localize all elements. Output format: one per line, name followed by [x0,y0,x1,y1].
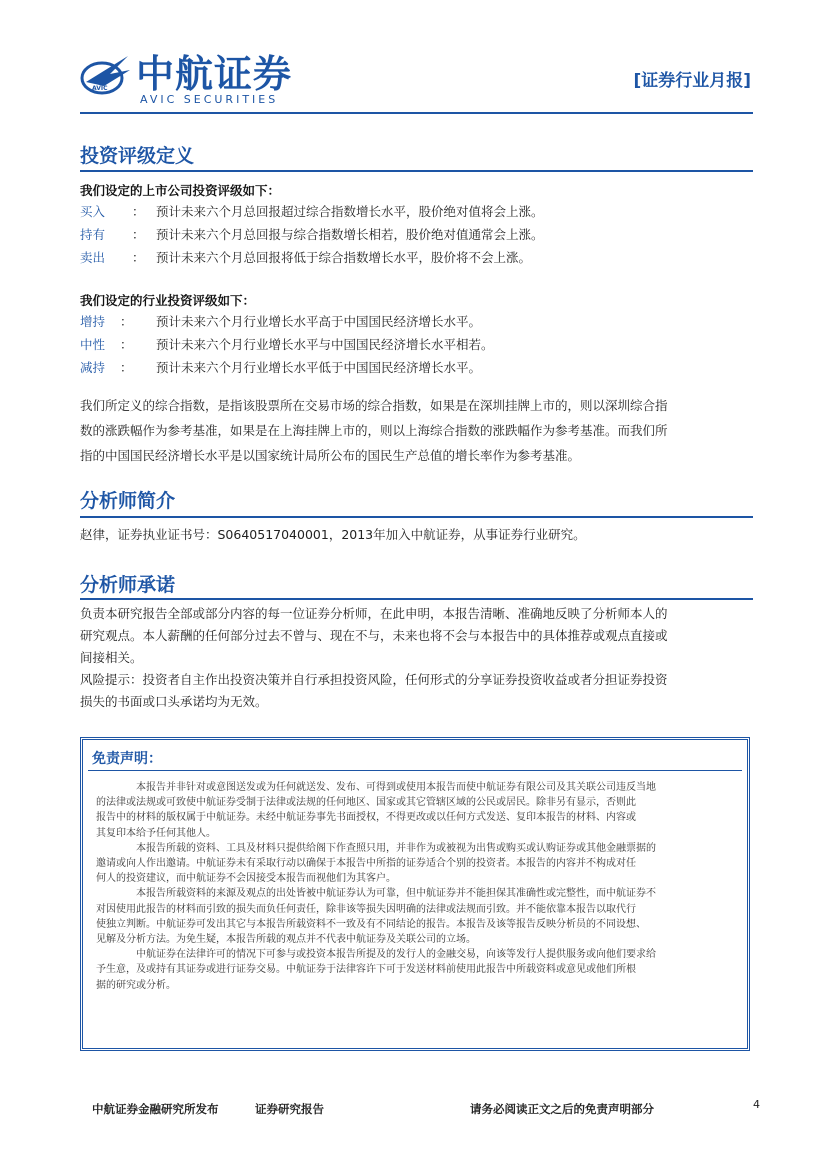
commitment-paragraph [80,603,756,713]
index-definition-paragraph [80,393,756,468]
rating-label: 中性 [80,337,106,352]
rating-description: 预计未来六个月总回报与综合指数增长相若，股价绝对值通常会上涨。 [156,227,544,242]
brand-name-cn: 中航证券 [136,52,293,96]
disclaimer-title: 免责声明： [92,751,162,767]
analyst-section-title: 分析师简介 [80,490,176,512]
rating-description: 预计未来六个月行业增长水平与中国国民经济增长水平相若。 [156,337,494,352]
rating-label: 持有 [80,227,106,242]
rating-description: 预计未来六个月总回报将低于综合指数增长水平，股价将不会上涨。 [156,250,532,265]
paragraph-line: 负责本研究报告全部或部分内容的每一位证券分析师，在此申明，本报告清晰、准确地反映了分析师本人的 [80,606,668,621]
disclaimer-line: 见解及分析方法。为免生疑，本报告所载的观点并不代表中航证券及关联公司的立场。 [96,934,476,946]
avic-logo [80,52,136,100]
rating-description: 预计未来六个月总回报超过综合指数增长水平，股价绝对值将会上涨。 [156,204,544,219]
disclaimer-line: 使独立判断。中航证券可发出其它与本报告所载资料不一致及有不同结论的报告。本报告及该等报告反映分析员的不同设想、 [96,918,646,930]
rating-colon: ： [132,250,145,265]
disclaimer-line: 何人的投资建议，而中航证券不会因接受本报告而视他们为其客户。 [96,873,396,885]
rating-colon: ： [120,360,133,375]
disclaimer-line: 邀请或向人作出邀请。中航证券未有采取行动以确保于本报告中所指的证券适合个别的投资者。本报告的内容并不构成对任 [96,858,636,870]
paragraph-line: 指的中国国民经济增长水平是以国家统计局所公布的国民生产总值的增长率作为参考基准。 [80,448,581,463]
rating-label: 卖出 [80,250,106,265]
footer-publisher: 中航证券金融研究所发布 [92,1102,219,1116]
rating-label: 减持 [80,360,106,375]
disclaimer-line: 据的研究或分析。 [96,979,176,991]
commitment-section-title: 分析师承诺 [80,574,176,596]
disclaimer-line: 报告中的材料的版权属于中航证券。未经中航证券事先书面授权，不得更改或以任何方式发送、复印本报告的材料、内容或 [96,812,636,824]
footer-disclaimer-note: 请务必阅读正文之后的免责声明部分 [470,1102,654,1116]
rating-label: 买入 [80,204,106,219]
page-number: 4 [753,1098,760,1111]
disclaimer-divider [88,770,742,771]
paragraph-line: 间接相关。 [80,650,143,665]
rating-section-divider [80,170,753,172]
rating-description: 预计未来六个月行业增长水平高于中国国民经济增长水平。 [156,314,482,329]
rating-label: 增持 [80,314,106,329]
disclaimer-line: 的法律或法规或可致使中航证券受制于法律或法规的任何地区、国家或其它管辖区域的公民或居民。除非另有显示，否则此 [96,797,636,809]
stock-rating-heading: 我们设定的上市公司投资评级如下： [80,183,281,198]
header-divider [80,112,753,114]
analyst-intro-text: 赵律，证券执业证书号：S0640517040001，2013年加入中航证券，从事证券行业研究。 [80,527,586,542]
paragraph-line: 数的涨跌幅作为参考基准，如果是在上海挂牌上市的，则以上海综合指数的涨跌幅作为参考基准。而我们所 [80,423,668,438]
brand-name-en: AVIC SECURITIES [140,93,279,106]
paragraph-line: 风险提示：投资者自主作出投资决策并自行承担投资风险，任何形式的分享证券投资收益或者分担证券投资 [80,672,668,687]
disclaimer-line: 予生意，及或持有其证券或进行证券交易。中航证券于法律容许下可于发送材料前使用此报告中所载资料或意见或他们所根 [96,964,636,976]
disclaimer-body [96,780,738,993]
disclaimer-line: 本报告所载的资料、工具及材料只提供给阁下作查照只用，并非作为或被视为出售或购买或认购证券或其他金融票据的 [96,842,656,854]
disclaimer-line: 本报告并非针对或意图送发或为任何就送发、发布、可得到或使用本报告而使中航证券有限公司及其关联公司违反当地 [96,782,656,793]
svg-text:AVIC: AVIC [92,85,108,92]
rating-description: 预计未来六个月行业增长水平低于中国国民经济增长水平。 [156,360,482,375]
disclaimer-line: 其复印本给予任何其他人。 [96,827,216,839]
report-type-label: [证券行业月报] [633,71,751,91]
rating-colon: ： [132,204,145,219]
commitment-section-divider [80,598,753,600]
paragraph-line: 我们所定义的综合指数，是指该股票所在交易市场的综合指数，如果是在深圳挂牌上市的，则以深圳综合指 [80,398,668,413]
disclaimer-line: 对因使用此报告的材料而引致的损失而负任何责任，除非该等损失因明确的法律或法规而引致。并不能依靠本报告以取代行 [96,903,636,915]
rating-colon: ： [132,227,145,242]
footer-report-kind: 证券研究报告 [255,1102,324,1116]
disclaimer-line: 中航证券在法律许可的情况下可参与或投资本报告所提及的发行人的金融交易，向该等发行人提供服务或向他们要求给 [96,949,656,961]
industry-rating-heading: 我们设定的行业投资评级如下： [80,293,256,308]
rating-section-title: 投资评级定义 [80,145,195,167]
paragraph-line: 损失的书面或口头承诺均为无效。 [80,694,268,709]
analyst-section-divider [80,516,753,518]
rating-colon: ： [120,337,133,352]
disclaimer-line: 本报告所载资料的来源及观点的出处皆被中航证券认为可靠，但中航证券并不能担保其准确性或完整性，而中航证券不 [96,888,656,900]
rating-colon: ： [120,314,133,329]
paragraph-line: 研究观点。本人薪酬的任何部分过去不曾与、现在不与，未来也将不会与本报告中的具体推荐或观点直接或 [80,628,668,643]
